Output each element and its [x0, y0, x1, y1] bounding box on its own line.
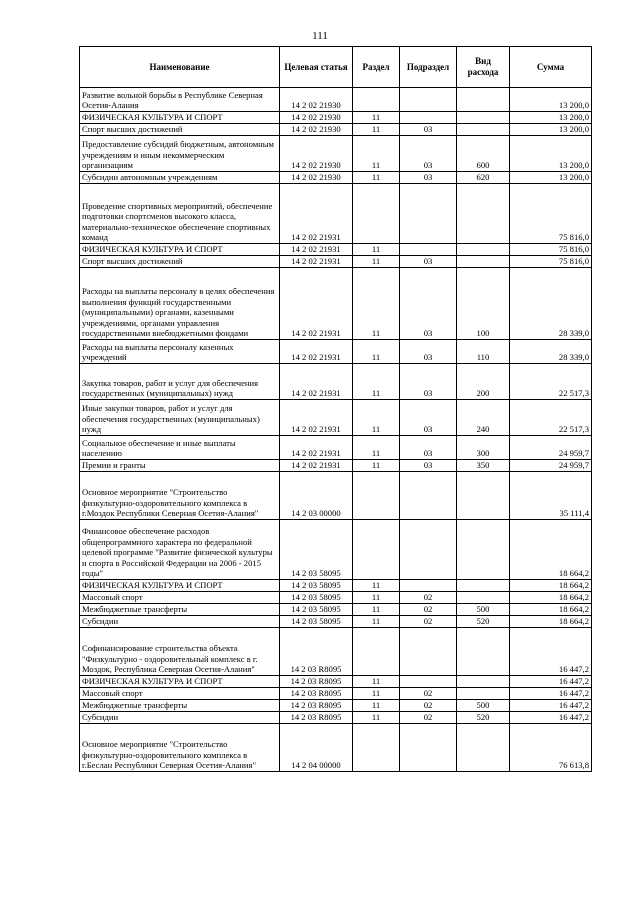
row-target-article: 14 2 03 58095: [280, 520, 353, 580]
row-subsection: 03: [400, 460, 457, 472]
table-body: [80, 88, 592, 772]
row-target-article: 14 2 02 21931: [280, 364, 353, 400]
table-row: [80, 184, 592, 244]
row-sum: 76 613,8: [510, 724, 592, 772]
row-target-article: 14 2 03 58095: [280, 580, 353, 592]
table-row: [80, 244, 592, 256]
row-expense-type: [457, 580, 510, 592]
table-row: [80, 628, 592, 676]
row-expense-type: 520: [457, 616, 510, 628]
row-target-article: 14 2 02 21931: [280, 256, 353, 268]
row-section: [353, 724, 400, 772]
row-section: 11: [353, 616, 400, 628]
row-name: ФИЗИЧЕСКАЯ КУЛЬТУРА И СПОРТ: [80, 112, 280, 124]
row-sum: 16 447,2: [510, 628, 592, 676]
row-name: Спорт высших достижений: [80, 124, 280, 136]
row-section: [353, 520, 400, 580]
row-name: Предоставление субсидий бюджетным, автономным учреждениям и иным некоммерческим организациям: [80, 136, 280, 172]
row-subsection: 03: [400, 172, 457, 184]
row-name: Основное мероприятие "Строительство физкультурно-оздоровительного комплекса в г.Моздок Республики Северная Осетия-Алания": [80, 472, 280, 520]
row-expense-type: [457, 628, 510, 676]
row-sum: 18 664,2: [510, 592, 592, 604]
row-sum: 28 339,0: [510, 340, 592, 364]
row-expense-type: 240: [457, 400, 510, 436]
table-row: [80, 604, 592, 616]
row-sum: 24 959,7: [510, 460, 592, 472]
row-target-article: 14 2 03 R8095: [280, 688, 353, 700]
table-row: [80, 340, 592, 364]
table-row: [80, 712, 592, 724]
row-expense-type: 500: [457, 604, 510, 616]
row-expense-type: [457, 88, 510, 112]
row-sum: 16 447,2: [510, 712, 592, 724]
row-section: [353, 472, 400, 520]
row-target-article: 14 2 03 R8095: [280, 628, 353, 676]
row-name: Проведение спортивных мероприятий, обеспечение подготовки спортсменов высокого класса, материально-техническое обеспечение спортивных команд: [80, 184, 280, 244]
row-section: 11: [353, 460, 400, 472]
row-expense-type: 100: [457, 268, 510, 340]
table-row: [80, 580, 592, 592]
table-row: [80, 136, 592, 172]
row-subsection: [400, 676, 457, 688]
row-sum: 16 447,2: [510, 700, 592, 712]
row-target-article: 14 2 03 58095: [280, 592, 353, 604]
row-sum: 18 664,2: [510, 604, 592, 616]
row-target-article: 14 2 03 R8095: [280, 712, 353, 724]
row-sum: 24 959,7: [510, 436, 592, 460]
table-row: [80, 268, 592, 340]
row-name: Софинансирование строительства объекта "Физкультурно - оздоровительный комплекс в г. Моздок, Республика Северная Осетия-Алания": [80, 628, 280, 676]
row-name: Массовый спорт: [80, 592, 280, 604]
row-target-article: 14 2 02 21931: [280, 400, 353, 436]
row-name: Финансовое обеспечение расходов общепрограммного характера по федеральной целевой программе "Развитие физической культуры и спорта в Российской Федерации на 2006 - 2015 годы": [80, 520, 280, 580]
row-sum: 18 664,2: [510, 616, 592, 628]
row-section: 11: [353, 700, 400, 712]
row-subsection: 03: [400, 124, 457, 136]
row-expense-type: [457, 724, 510, 772]
row-section: [353, 628, 400, 676]
row-expense-type: 300: [457, 436, 510, 460]
row-subsection: 03: [400, 136, 457, 172]
row-subsection: [400, 472, 457, 520]
row-target-article: 14 2 02 21931: [280, 268, 353, 340]
row-sum: 13 200,0: [510, 112, 592, 124]
row-section: 11: [353, 364, 400, 400]
row-name: Развитие вольной борьбы в Республике Северная Осетия-Алания: [80, 88, 280, 112]
table-row: [80, 112, 592, 124]
row-target-article: 14 2 02 21930: [280, 136, 353, 172]
row-subsection: 03: [400, 436, 457, 460]
table-row: [80, 616, 592, 628]
table-row: [80, 436, 592, 460]
row-name: Расходы на выплаты персоналу казенных учреждений: [80, 340, 280, 364]
row-target-article: 14 2 03 00000: [280, 472, 353, 520]
row-subsection: 03: [400, 364, 457, 400]
row-subsection: [400, 628, 457, 676]
row-subsection: 02: [400, 604, 457, 616]
row-expense-type: [457, 592, 510, 604]
row-subsection: [400, 244, 457, 256]
row-subsection: 02: [400, 712, 457, 724]
row-subsection: [400, 580, 457, 592]
row-sum: 13 200,0: [510, 136, 592, 172]
row-expense-type: [457, 112, 510, 124]
row-expense-type: [457, 256, 510, 268]
row-name: Субсидии: [80, 616, 280, 628]
row-sum: 22 517,3: [510, 364, 592, 400]
row-section: 11: [353, 436, 400, 460]
row-section: 11: [353, 712, 400, 724]
row-subsection: 02: [400, 688, 457, 700]
row-section: 11: [353, 604, 400, 616]
table-row: [80, 364, 592, 400]
row-subsection: [400, 112, 457, 124]
row-sum: 28 339,0: [510, 268, 592, 340]
table-row: [80, 724, 592, 772]
row-name: Закупка товаров, работ и услуг для обеспечения государственных (муниципальных) нужд: [80, 364, 280, 400]
row-section: 11: [353, 124, 400, 136]
table-row: [80, 460, 592, 472]
row-expense-type: 500: [457, 700, 510, 712]
table-row: [80, 124, 592, 136]
row-expense-type: [457, 688, 510, 700]
row-section: 11: [353, 112, 400, 124]
row-expense-type: [457, 520, 510, 580]
row-section: 11: [353, 268, 400, 340]
row-target-article: 14 2 02 21930: [280, 172, 353, 184]
table-row: [80, 688, 592, 700]
row-name: Межбюджетные трансферты: [80, 604, 280, 616]
table-row: [80, 700, 592, 712]
row-subsection: [400, 88, 457, 112]
row-sum: 22 517,3: [510, 400, 592, 436]
table-row: [80, 520, 592, 580]
row-section: 11: [353, 688, 400, 700]
row-target-article: 14 2 03 R8095: [280, 700, 353, 712]
header-expense-type: Вид расхода: [457, 47, 510, 88]
row-expense-type: 200: [457, 364, 510, 400]
row-section: 11: [353, 400, 400, 436]
row-target-article: 14 2 02 21930: [280, 88, 353, 112]
row-target-article: 14 2 02 21931: [280, 184, 353, 244]
row-sum: 18 664,2: [510, 520, 592, 580]
row-subsection: [400, 724, 457, 772]
row-section: [353, 184, 400, 244]
row-name: Расходы на выплаты персоналу в целях обеспечения выполнения функций государственными (муниципальными) органами, казенными учреждениями, органами управления государственными внебюджетными фондами: [80, 268, 280, 340]
row-expense-type: [457, 124, 510, 136]
row-target-article: 14 2 02 21931: [280, 460, 353, 472]
row-name: ФИЗИЧЕСКАЯ КУЛЬТУРА И СПОРТ: [80, 676, 280, 688]
row-section: 11: [353, 580, 400, 592]
row-subsection: 02: [400, 616, 457, 628]
row-section: 11: [353, 592, 400, 604]
row-target-article: 14 2 02 21931: [280, 436, 353, 460]
row-sum: 13 200,0: [510, 172, 592, 184]
header-name: Наименование: [80, 47, 280, 88]
table-row: [80, 472, 592, 520]
header-section: Раздел: [353, 47, 400, 88]
row-section: 11: [353, 172, 400, 184]
row-section: 11: [353, 256, 400, 268]
header-target-article: Целевая статья: [280, 47, 353, 88]
row-subsection: [400, 184, 457, 244]
table-row: [80, 400, 592, 436]
row-subsection: 03: [400, 256, 457, 268]
row-name: ФИЗИЧЕСКАЯ КУЛЬТУРА И СПОРТ: [80, 244, 280, 256]
row-expense-type: 620: [457, 172, 510, 184]
table-row: [80, 676, 592, 688]
row-expense-type: 350: [457, 460, 510, 472]
table-row: [80, 172, 592, 184]
row-section: 11: [353, 340, 400, 364]
row-target-article: 14 2 03 58095: [280, 616, 353, 628]
table-header-row: [80, 47, 592, 88]
row-target-article: 14 2 02 21930: [280, 112, 353, 124]
row-expense-type: 520: [457, 712, 510, 724]
row-name: Межбюджетные трансферты: [80, 700, 280, 712]
row-section: [353, 88, 400, 112]
row-section: 11: [353, 136, 400, 172]
row-expense-type: [457, 244, 510, 256]
row-subsection: [400, 520, 457, 580]
row-target-article: 14 2 04 00000: [280, 724, 353, 772]
page-number: 111: [312, 30, 328, 42]
row-sum: 13 200,0: [510, 88, 592, 112]
row-name: Массовый спорт: [80, 688, 280, 700]
row-sum: 16 447,2: [510, 688, 592, 700]
row-name: Субсидии автономным учреждениям: [80, 172, 280, 184]
row-name: ФИЗИЧЕСКАЯ КУЛЬТУРА И СПОРТ: [80, 580, 280, 592]
row-sum: 75 816,0: [510, 256, 592, 268]
row-sum: 35 111,4: [510, 472, 592, 520]
row-name: Премии и гранты: [80, 460, 280, 472]
table-row: [80, 256, 592, 268]
row-target-article: 14 2 02 21931: [280, 244, 353, 256]
row-expense-type: [457, 472, 510, 520]
budget-table: [79, 46, 592, 772]
row-section: 11: [353, 676, 400, 688]
row-target-article: 14 2 02 21930: [280, 124, 353, 136]
row-expense-type: 110: [457, 340, 510, 364]
header-sum: Сумма: [510, 47, 592, 88]
row-sum: 75 816,0: [510, 184, 592, 244]
row-name: Субсидии: [80, 712, 280, 724]
row-sum: 18 664,2: [510, 580, 592, 592]
row-expense-type: [457, 184, 510, 244]
row-subsection: 03: [400, 400, 457, 436]
row-target-article: 14 2 02 21931: [280, 340, 353, 364]
row-subsection: 02: [400, 592, 457, 604]
row-expense-type: [457, 676, 510, 688]
row-section: 11: [353, 244, 400, 256]
row-sum: 13 200,0: [510, 124, 592, 136]
table-row: [80, 592, 592, 604]
row-expense-type: 600: [457, 136, 510, 172]
table-row: [80, 88, 592, 112]
row-subsection: 03: [400, 340, 457, 364]
row-name: Спорт высших достижений: [80, 256, 280, 268]
row-sum: 16 447,2: [510, 676, 592, 688]
header-subsection: Подраздел: [400, 47, 457, 88]
row-name: Социальное обеспечение и иные выплаты населению: [80, 436, 280, 460]
row-target-article: 14 2 03 R8095: [280, 676, 353, 688]
row-subsection: 02: [400, 700, 457, 712]
row-subsection: 03: [400, 268, 457, 340]
row-name: Иные закупки товаров, работ и услуг для обеспечения государственных (муниципальных) нужд: [80, 400, 280, 436]
row-target-article: 14 2 03 58095: [280, 604, 353, 616]
row-sum: 75 816,0: [510, 244, 592, 256]
row-name: Основное мероприятие "Строительство физкультурно-оздоровительного комплекса в г.Беслан Республики Северная Осетия-Алания": [80, 724, 280, 772]
